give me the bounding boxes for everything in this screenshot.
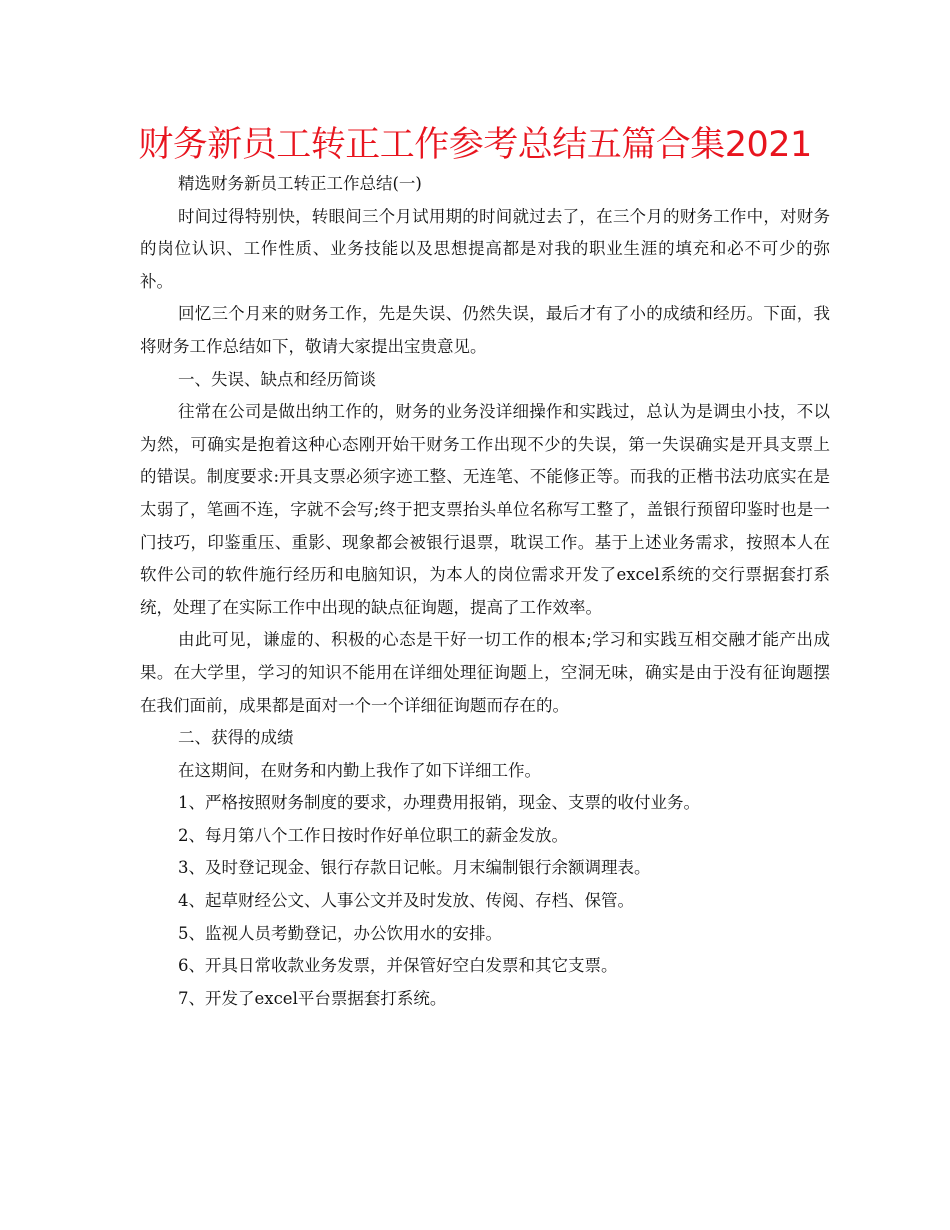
section-heading: 二、获得的成绩 (178, 728, 294, 748)
paragraph: 在这期间，在财务和内勤上我作了如下详细工作。 (178, 760, 541, 780)
list-item: 6、开具日常收款业务发票，并保管好空白发票和其它支票。 (178, 956, 618, 976)
document-body (140, 168, 830, 1015)
paragraph: 时间过得特别快，转眼间三个月试用期的时间就过去了，在三个月的财务工作中，对财务的岗位认识、工作性质、业务技能以及思想提高都是对我的职业生涯的填充和必不可少的弥补。 (140, 206, 830, 291)
list-item: 4、起草财经公文、人事公文并及时发放、传阅、存档、保管。 (178, 891, 634, 911)
document-title: 财务新员工转正工作参考总结五篇合集2021 (138, 125, 812, 165)
section-heading: 一、失误、缺点和经历简谈 (178, 369, 376, 389)
paragraph: 精选财务新员工转正工作总结(一) (178, 174, 422, 193)
list-item: 5、监视人员考勤登记，办公饮用水的安排。 (178, 923, 502, 943)
paragraph: 往常在公司是做出纳工作的，财务的业务没详细操作和实践过，总认为是调虫小技，不以为然，可确实是抱着这种心态刚开始干财务工作出现不少的失误，第一失误确实是开具支票上的错误。制度要求:开具支票必须字迹工整、无连笔、不能修正等。而我的正楷书法功底实在是太弱了，笔画不连，字就不会写;终于把支票抬头单位名称写工整了，盖银行预留印鉴时也是一门技巧，印鉴重压、重影、现象都会被银行退票，耽误工作。基于上述业务需求，按照本人在软件公司的软件施行经历和电脑知识，为本人的岗位需求开发了excel系统的交行票据套打系统，处理了在实际工作中出现的缺点征询题，提高了工作效率。 (140, 402, 830, 617)
list-item: 2、每月第八个工作日按时作好单位职工的薪金发放。 (178, 825, 568, 845)
list-item: 3、及时登记现金、银行存款日记帐。月末编制银行余额调理表。 (178, 858, 651, 878)
paragraph: 由此可见，谦虚的、积极的心态是干好一切工作的根本;学习和实践互相交融才能产出成果。在大学里，学习的知识不能用在详细处理征询题上，空洞无味，确实是由于没有征询题摆在我们面前，成果都是面对一个一个详细征询题而存在的。 (140, 630, 830, 715)
list-item: 1、严格按照财务制度的要求，办理费用报销，现金、支票的收付业务。 (178, 793, 700, 813)
paragraph: 回忆三个月来的财务工作，先是失误、仍然失误，最后才有了小的成绩和经历。下面，我将财务工作总结如下，敬请大家提出宝贵意见。 (140, 304, 830, 356)
list-item: 7、开发了excel平台票据套打系统。 (178, 988, 447, 1008)
